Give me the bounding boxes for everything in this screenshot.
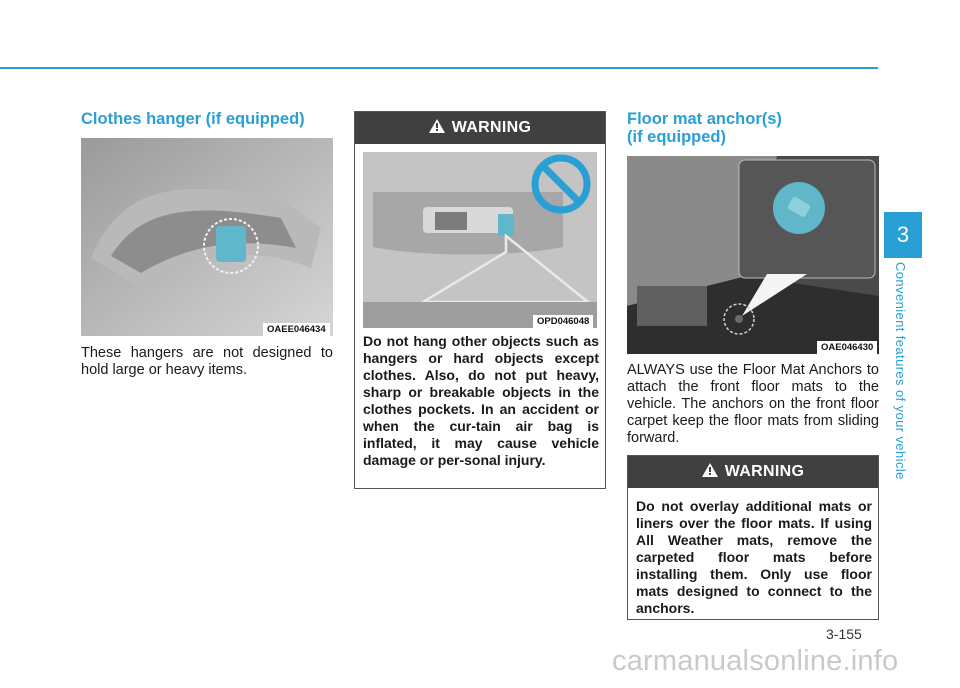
clothes-hanger-warning-box <box>354 111 606 489</box>
top-rule <box>0 67 878 69</box>
clothes-hanger-body: These hangers are not designed to hold large or heavy items. <box>81 345 333 378</box>
floor-mat-heading <box>627 110 782 146</box>
chapter-title <box>868 262 938 492</box>
floor-mat-warning-box <box>627 455 879 620</box>
watermark: carmanualsonline.info <box>612 645 899 677</box>
warning-image-code: OPD046048 <box>533 315 593 328</box>
floor-mat-image-code: OAE046430 <box>817 341 877 354</box>
chapter-title-text: Convenient features of your vehicle <box>893 262 908 480</box>
warning-label: WARNING <box>451 119 532 136</box>
warning-label: WARNING <box>724 463 805 480</box>
chapter-number-tab: 3 <box>884 212 922 258</box>
hanger-prohibited-photo <box>363 152 597 328</box>
floor-mat-body: ALWAYS use the Floor Mat Anchors to attach the front floor mats to the vehicle. The anchors on the front floor carpet keep the floor mats from sliding forward. <box>627 362 879 446</box>
warning-triangle-icon <box>429 119 445 138</box>
warning-triangle-icon <box>702 463 718 482</box>
clothes-hanger-image-code: OAEE046434 <box>263 323 330 336</box>
clothes-hanger-warning-text: Do not hang other objects such as hangers or hard objects except clothes. Also, do not put heavy, sharp or breakable objects in the clothes pockets. In an accident or when the cur-tain air bag is inflated, it may cause vehicle damage or per-sonal injury. <box>363 333 599 468</box>
clothes-hanger-heading: Clothes hanger (if equipped) <box>81 110 305 128</box>
floor-mat-warning-text: Do not overlay additional mats or liners over the floor mats. If using All Weather mats, remove the carpeted floor mats before installing them. Only use floor mats designed to connect to the anchors. <box>636 498 872 616</box>
floor-mat-heading-line1: Floor mat anchor(s) <box>627 110 782 128</box>
warning-header <box>355 112 605 144</box>
clothes-hanger-photo <box>81 138 333 336</box>
floor-mat-heading-line2: (if equipped) <box>627 128 726 146</box>
warning-header <box>628 456 878 488</box>
floor-mat-anchor-photo <box>627 156 879 354</box>
page-number: 3-155 <box>826 626 862 642</box>
